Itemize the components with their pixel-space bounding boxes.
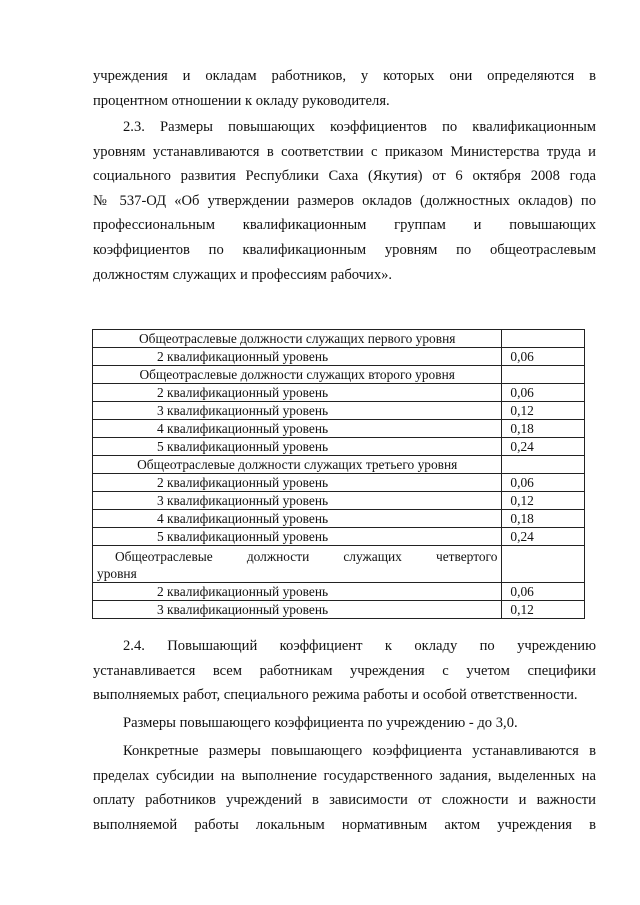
group-heading (93, 546, 502, 583)
table-row (93, 601, 585, 619)
text-line: коэффициентов по квалификационным уровням по общеотраслевым (93, 241, 596, 258)
qualification-level: 2 квалификационный уровень (93, 583, 502, 601)
coefficient-value: 0,12 (502, 492, 585, 510)
coefficient-value (502, 456, 585, 474)
text-line: устанавливается всем работникам учреждения с учетом специфики (93, 662, 596, 679)
table-row (93, 384, 585, 402)
text-line: уровням устанавливаются в соответствии с приказом Министерства труда и (93, 143, 596, 160)
table-row (93, 492, 585, 510)
paragraph-max-coefficient (93, 711, 596, 736)
table-row (93, 456, 585, 474)
qualification-level: 3 квалификационный уровень (93, 492, 502, 510)
table-row (93, 366, 585, 384)
group-heading-line: уровня (97, 566, 137, 581)
qualification-level: 4 квалификационный уровень (93, 420, 502, 438)
coefficient-value (502, 546, 585, 583)
table-row (93, 438, 585, 456)
table-row (93, 528, 585, 546)
table-row (93, 474, 585, 492)
coefficient-value: 0,24 (502, 528, 585, 546)
paragraph-salary-intro (93, 64, 596, 113)
group-heading: Общеотраслевые должности служащих первого уровня (93, 330, 502, 348)
qualification-level: 2 квалификационный уровень (93, 348, 502, 366)
text-line: 2.3. Размеры повышающих коэффициентов по квалификационным (123, 119, 596, 135)
coefficient-value: 0,24 (502, 438, 585, 456)
table-row (93, 402, 585, 420)
text-line: социального развития Республики Саха (Якутия) от 6 октября 2008 года (93, 168, 596, 185)
coefficient-value: 0,06 (502, 384, 585, 402)
coefficient-value (502, 366, 585, 384)
paragraph-2-3 (93, 115, 596, 287)
paragraph-specific-sizes (93, 739, 596, 837)
text-line: выполняемой работы локальным нормативным актом учреждения в (93, 816, 596, 833)
text-line: профессиональным квалификационным группам и повышающих (93, 217, 596, 234)
text-line: процентном отношении к окладу руководителя. (93, 92, 390, 109)
text-line: 2.4. Повышающий коэффициент к окладу по учреждению (123, 638, 596, 654)
group-heading: Общеотраслевые должности служащих второго уровня (93, 366, 502, 384)
qualification-level: 5 квалификационный уровень (93, 438, 502, 456)
coefficient-value: 0,18 (502, 420, 585, 438)
qualification-level: 5 квалификационный уровень (93, 528, 502, 546)
text-line: Размеры повышающего коэффициента по учреждению - до 3,0. (123, 715, 518, 731)
qualification-level: 2 квалификационный уровень (93, 474, 502, 492)
text-line: № 537-ОД «Об утверждении размеров окладов (должностных окладов) по (93, 192, 596, 209)
table-row (93, 510, 585, 528)
table-row (93, 546, 585, 583)
coefficient-value: 0,06 (502, 583, 585, 601)
coefficient-value: 0,06 (502, 474, 585, 492)
qualification-level: 3 квалификационный уровень (93, 601, 502, 619)
paragraph-2-4 (93, 634, 596, 708)
group-heading: Общеотраслевые должности служащих третьего уровня (93, 456, 502, 474)
table-row (93, 420, 585, 438)
text-line: оплату работников учреждений в зависимости от сложности и важности (93, 792, 596, 809)
coefficient-value: 0,18 (502, 510, 585, 528)
table-row (93, 583, 585, 601)
coefficient-value: 0,12 (502, 601, 585, 619)
coefficient-value: 0,06 (502, 348, 585, 366)
text-line: учреждения и окладам работников, у которых они определяются в (93, 68, 596, 84)
text-line: выполняемых работ, специального режима работы и особой ответственности. (93, 687, 578, 704)
group-heading-line: Общеотраслевые должности служащих четвертого (115, 549, 498, 564)
table-row (93, 330, 585, 348)
text-line: должностям служащих и профессиям рабочих». (93, 266, 393, 283)
coefficient-value (502, 330, 585, 348)
table-row (93, 348, 585, 366)
text-line: Конкретные размеры повышающего коэффициента устанавливаются в (123, 743, 596, 759)
coefficients-table (92, 329, 585, 619)
qualification-level: 2 квалификационный уровень (93, 384, 502, 402)
qualification-level: 4 квалификационный уровень (93, 510, 502, 528)
text-line: пределах субсидии на выполнение государственного задания, выделенных на (93, 767, 596, 784)
qualification-level: 3 квалификационный уровень (93, 402, 502, 420)
coefficient-value: 0,12 (502, 402, 585, 420)
